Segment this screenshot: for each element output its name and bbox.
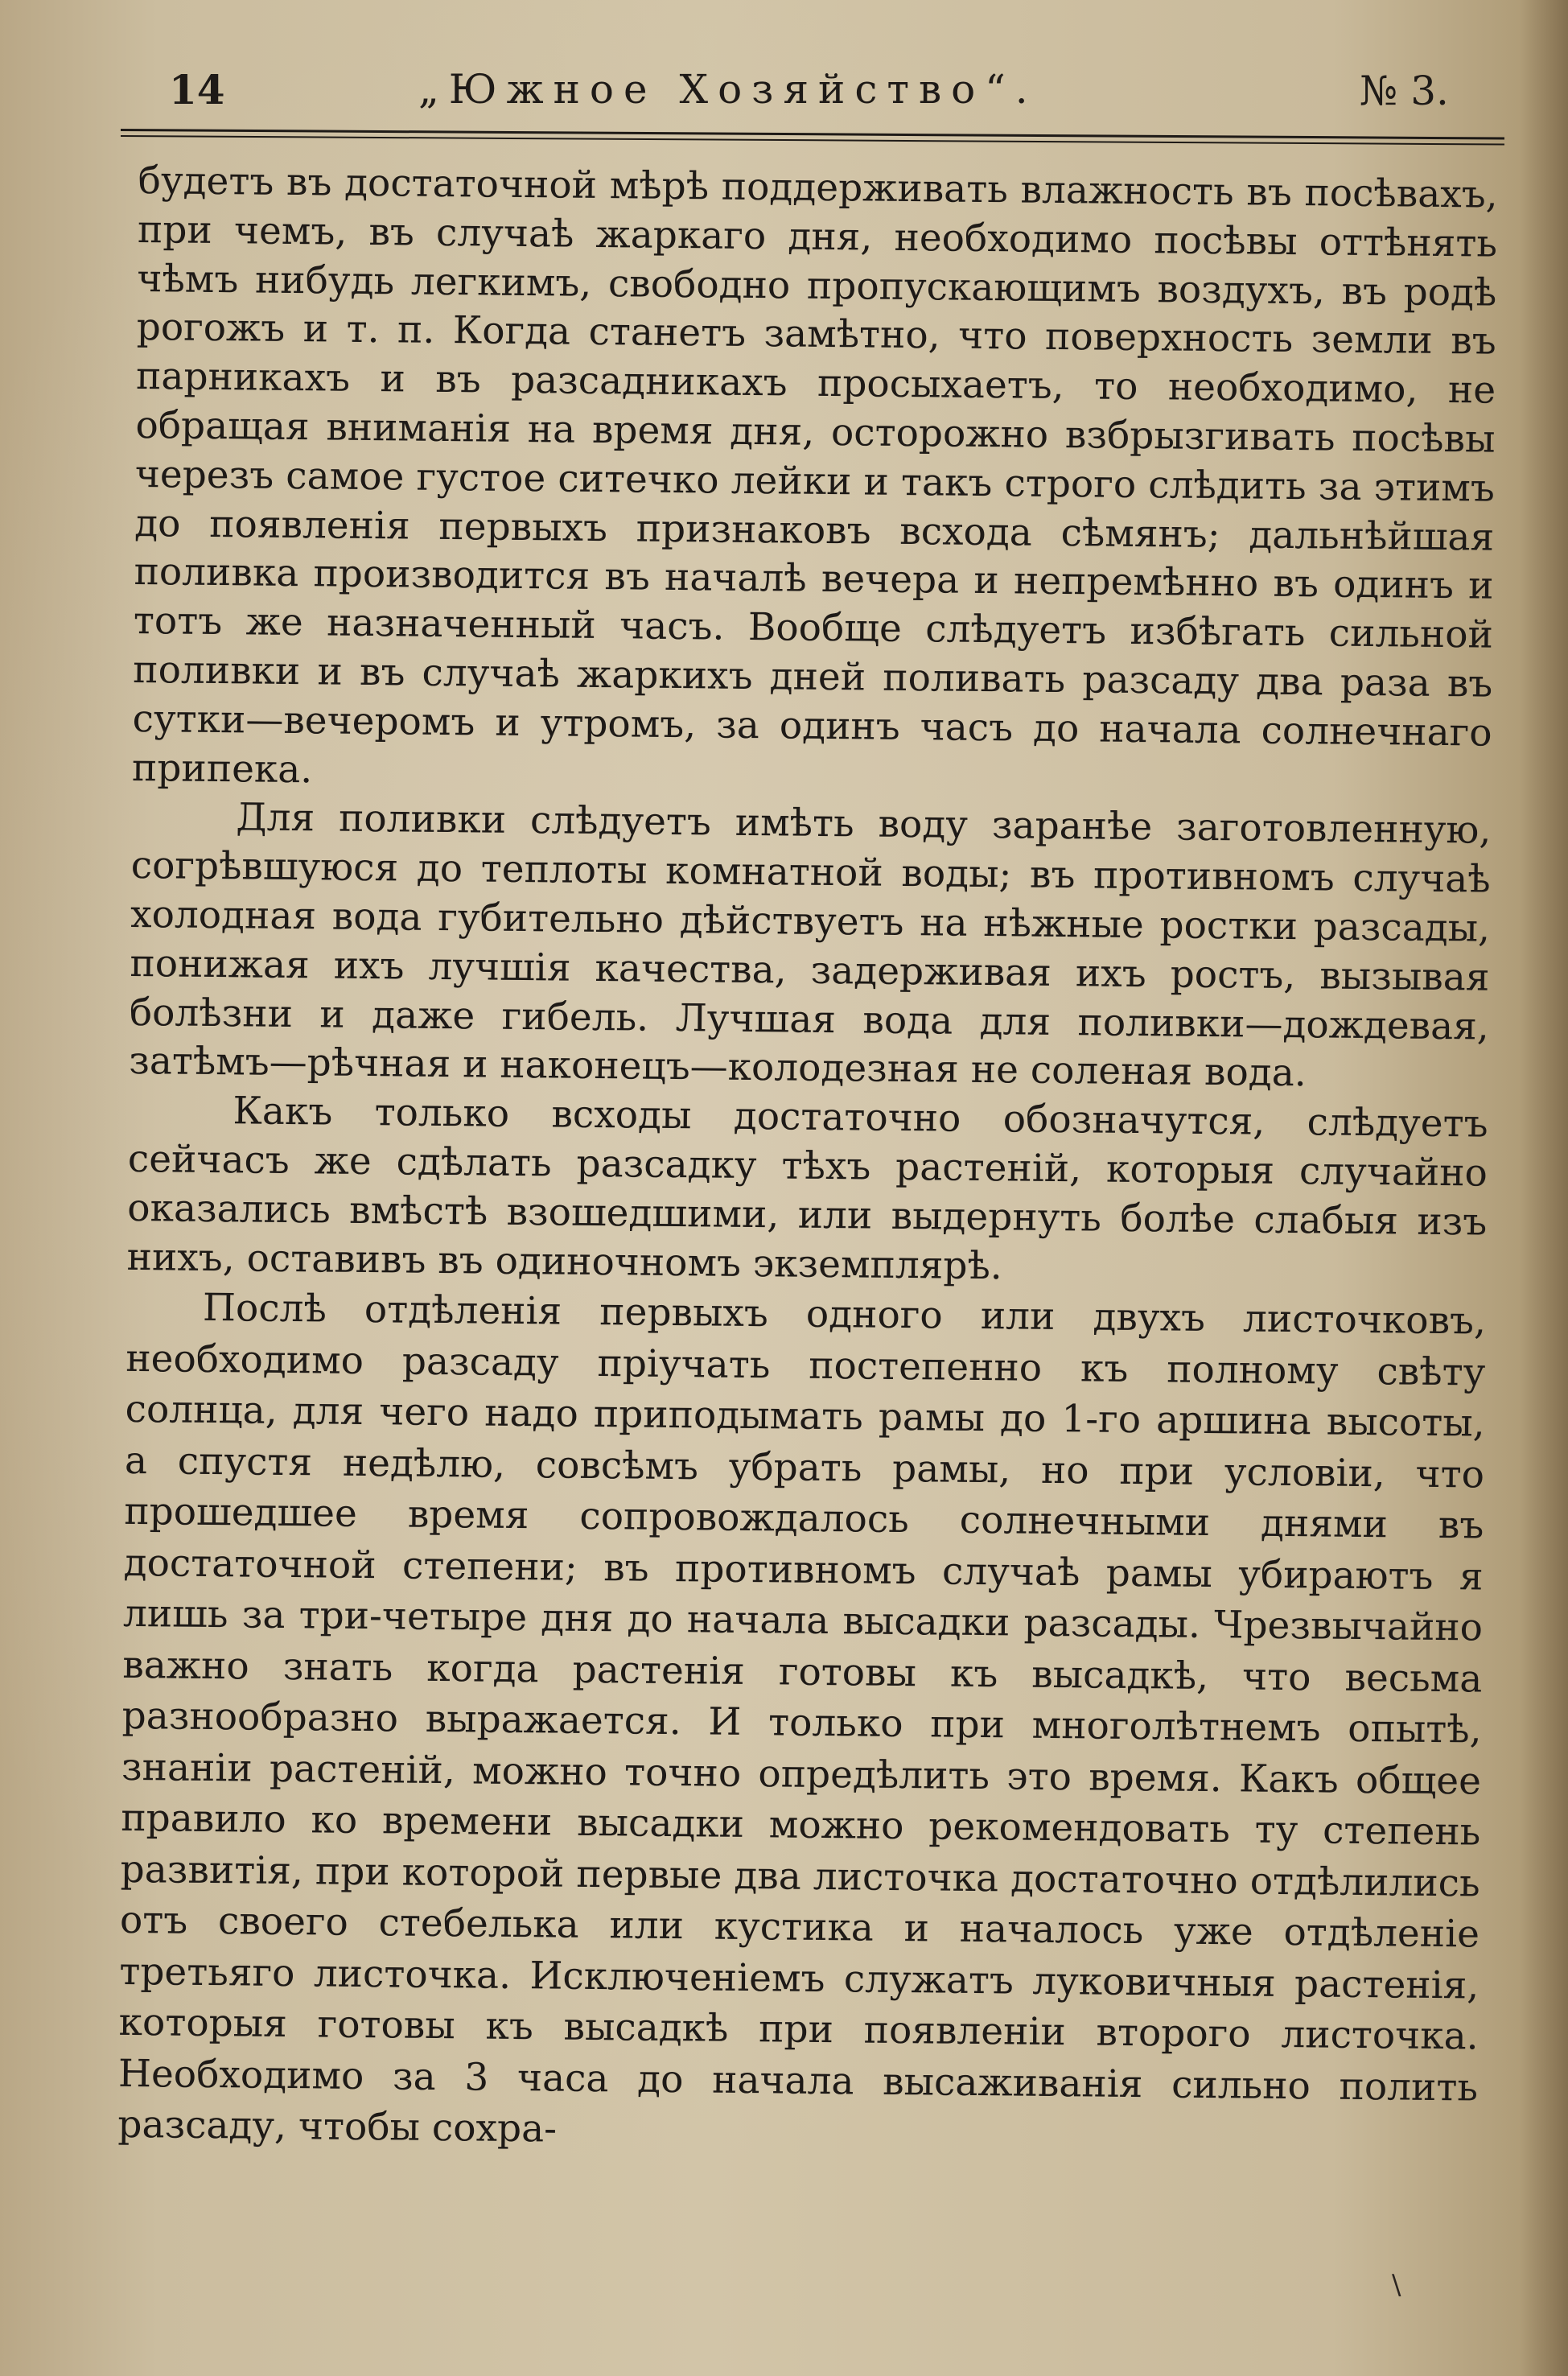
page-edge-shadow (1520, 0, 1568, 2376)
body-text (117, 157, 1498, 2164)
paragraph-watering: будетъ въ достаточной мѣрѣ поддерживать влажность въ посѣвахъ, при чемъ, въ случаѣ жаркаго дня, необходимо посѣвы оттѣнять чѣмъ нибудь легкимъ, свободно пропускающимъ воздухъ, въ родѣ рогожъ и т. п. Когда станетъ замѣтно, что поверхность земли въ парникахъ и въ разсадникахъ просыхаетъ, то необходимо, не обращая вниманія на время дня, осторожно взбрызгивать посѣвы черезъ самое густое ситечко лейки и такъ строго слѣдить за этимъ до появленія первыхъ признаковъ всхода сѣмянъ; дальнѣйшая поливка производится въ началѣ вечера и непремѣнно въ одинъ и тотъ же назначенный часъ. Вообще слѣдуетъ избѣгать сильной поливки и въ случаѣ жаркихъ дней поливать разсаду два раза въ сутки—вечеромъ и утромъ, за одинъ часъ до начала солнечнаго припека. (131, 158, 1498, 792)
page-number: 14 (169, 66, 225, 113)
running-header (121, 58, 1504, 122)
paragraph-hardening-transplant: Послѣ отдѣленія первыхъ одного или двухъ листочковъ, необходимо разсаду пріучать постепенно къ полному свѣту солнца, для чего надо приподымать рамы до 1-го аршина высоты, а спустя недѣлю, совсѣмъ убрать рамы, но при условіи, что прошедшее время сопровождалось солнечными днями въ достаточной степени; въ противномъ случаѣ рамы убираютъ я лишь за три-четыре дня до начала высадки разсады. Чрезвычайно важно знать когда растенія готовы къ высадкѣ, что весьма разнообразно выражается. И только при многолѣтнемъ опытѣ, знаніи растеній, можно точно опредѣлить это время. Какъ общее правило ко времени высадки можно рекомендовать ту степень развитія, при которой первые два листочка достаточно отдѣлились отъ своего стебелька или кустика и началось уже отдѣленіе третьяго листочка. Исключеніемъ служатъ луковичныя растенія, которыя готовы къ высадкѣ при появленіи второго листочка. Необходимо за 3 часа до начала высаживанія сильно полить разсаду, чтобы сохра- (117, 1286, 1487, 2152)
issue-number: № 3. (1360, 68, 1449, 114)
paragraph-seedlings-thinning: Какъ только всходы достаточно обозначутся, слѣдуетъ сейчасъ же сдѣлать разсадку тѣхъ растеній, которыя случайно оказались вмѣстѣ взошедшими, или выдернуть болѣе слабыя изъ нихъ, оставивъ въ одиночномъ экземплярѣ. (126, 1089, 1488, 1288)
footer-mark: \ (1392, 2269, 1401, 2301)
paragraph-water-preparation: Для поливки слѣдуетъ имѣть воду заранѣе заготовленную, согрѣвшуюся до теплоты комнатной воды; въ противномъ случаѣ холодная вода губительно дѣйствуетъ на нѣжные ростки разсады, понижая ихъ лучшія качества, задерживая ихъ ростъ, вызывая болѣзни и даже гибель. Лучшая вода для поливки—дождевая, затѣмъ—рѣчная и наконецъ—колодезная не соленая вода. (128, 795, 1492, 1096)
journal-title: „Южное Хозяйство“. (418, 66, 1038, 113)
